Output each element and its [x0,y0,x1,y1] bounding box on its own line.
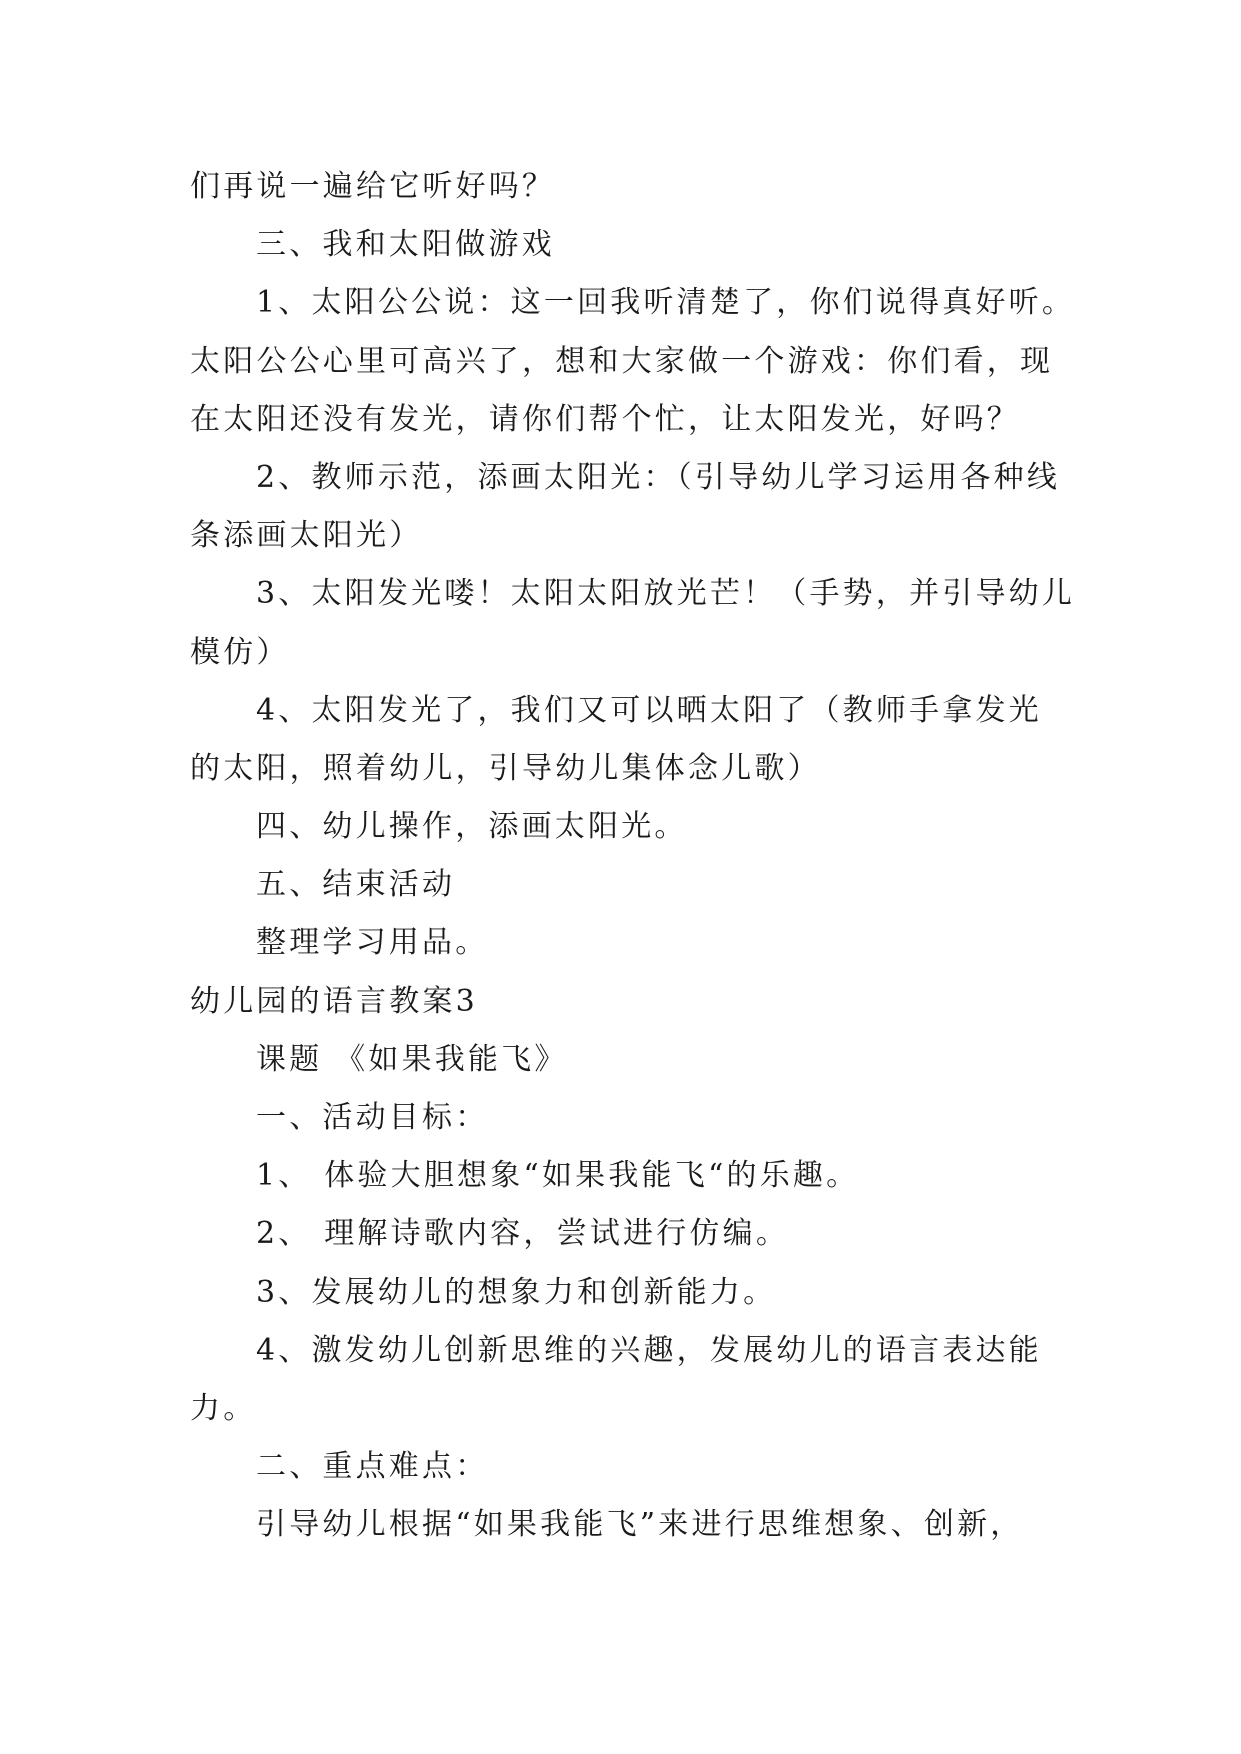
goal-item-2: 2、 理解诗歌内容，尝试进行仿编。 [256,1216,790,1252]
text-line-6: 2、教师示范，添画太阳光：（引导幼儿学习运用各种线 [256,459,1061,495]
text-line-14: 整理学习用品。 [256,925,489,961]
text-line-7: 条添画太阳光） [190,518,423,554]
section-heading-end-activity: 五、结束活动 [256,867,456,903]
document-section-title: 幼儿园的语言教案3 [190,983,478,1019]
text-line-11: 的太阳，照着幼儿，引导幼儿集体念儿歌） [190,750,821,786]
section-heading-key-points: 二、重点难点： [256,1449,489,1485]
text-line-24: 引导幼儿根据“如果我能飞”来进行思维想象、创新， [256,1507,1024,1543]
goal-item-4: 4、激发幼儿创新思维的兴趣，发展幼儿的语言表达能 [256,1332,1042,1368]
document-body [190,158,1076,1555]
lesson-topic: 课题 《如果我能飞》 [256,1041,568,1077]
section-heading-play-with-sun: 三、我和太阳做游戏 [256,227,555,263]
text-line-10: 4、太阳发光了，我们又可以晒太阳了（教师手拿发光 [256,692,1042,728]
goal-item-1: 1、 体验大胆想象“如果我能飞“的乐趣。 [256,1158,860,1194]
text-line-5: 在太阳还没有发光，请你们帮个忙，让太阳发光，好吗？ [190,401,1020,437]
goal-item-3: 3、发展幼儿的想象力和创新能力。 [256,1274,777,1310]
section-heading-child-operation: 四、幼儿操作，添画太阳光。 [256,809,688,845]
section-heading-goals: 一、活动目标： [256,1100,489,1135]
text-line-8: 3、太阳发光喽！太阳太阳放光芒！（手势，并引导幼儿 [256,576,1076,612]
text-line-4: 太阳公公心里可高兴了，想和大家做一个游戏：你们看，现 [190,343,1054,379]
text-line-3: 1、太阳公公说：这一回我听清楚了，你们说得真好听。 [256,285,1076,321]
text-line-22: 力。 [190,1390,257,1426]
text-line-1: 们再说一遍给它听好吗？ [190,169,556,204]
text-line-9: 模仿） [190,634,290,670]
